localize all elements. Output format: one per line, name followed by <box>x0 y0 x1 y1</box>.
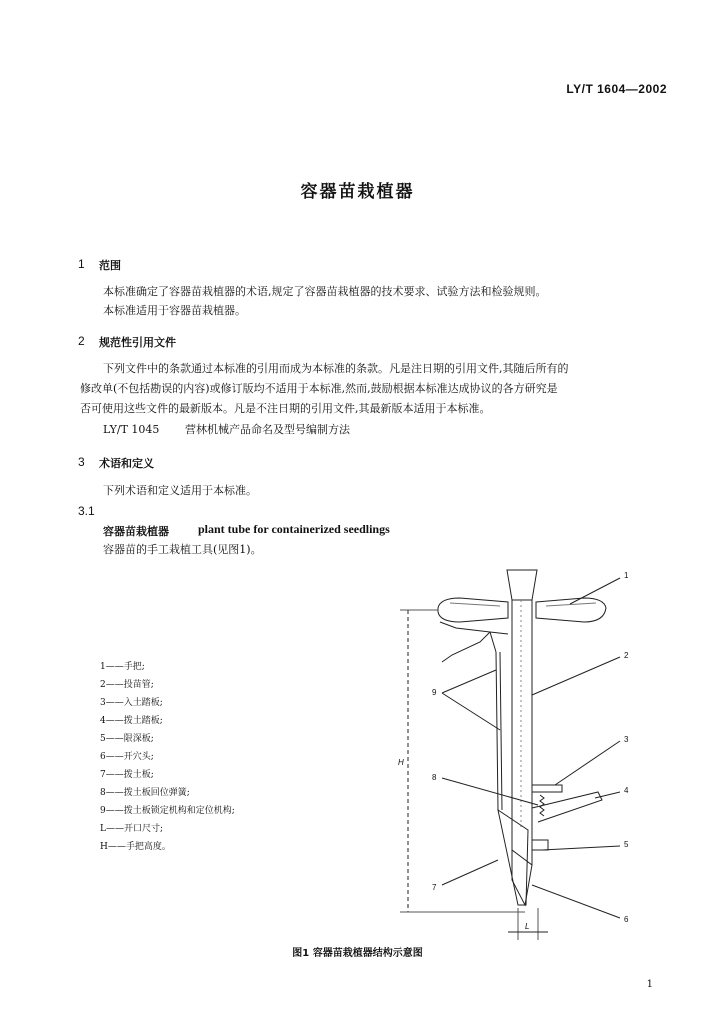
term-definition: 容器苗的手工栽植工具(见图1)。 <box>103 543 262 556</box>
entry-pedal <box>532 785 562 792</box>
section-2-number: 2 <box>78 334 85 348</box>
scraper-plate <box>498 810 528 905</box>
callout-4: 4 <box>624 786 629 795</box>
callout-1: 1 <box>624 571 629 580</box>
section-3-paragraph: 下列术语和定义适用于本标准。 <box>103 484 257 497</box>
callout-2: 2 <box>624 651 629 660</box>
legend-item: 6——开穴头; <box>100 752 154 762</box>
section-3-title: 术语和定义 <box>99 457 154 470</box>
callout-9: 9 <box>432 688 437 697</box>
reference-title: 营林机械产品命名及型号编制方法 <box>185 423 350 436</box>
callout-5: 5 <box>624 840 629 849</box>
legend-item: H——手把高度。 <box>100 842 171 852</box>
callout-8: 8 <box>432 773 437 782</box>
legend-item: L——开口尺寸; <box>100 824 164 834</box>
scraper-rod <box>496 652 498 810</box>
section-2-title: 规范性引用文件 <box>99 336 176 349</box>
callout-6: 6 <box>624 915 629 924</box>
legend-item: 2——投苗管; <box>100 680 154 690</box>
dimension-l-label: L <box>525 922 530 931</box>
document-title: 容器苗栽植器 <box>300 182 415 202</box>
legend-item: 1——手把; <box>100 662 145 672</box>
legend-item: 3——入土踏板; <box>100 698 163 708</box>
section-2-paragraph-line: 下列文件中的条款通过本标准的引用而成为本标准的条款。凡是注日期的引用文件,其随后所有的 <box>103 362 569 375</box>
section-2-paragraph-line: 修改单(不包括勘误的内容)或修订版均不适用于本标准,然而,鼓励根据本标准达成协议的各方研究是 <box>80 382 558 395</box>
handle-left-grip <box>438 598 508 622</box>
depth-plate <box>532 840 548 850</box>
page-number: 1 <box>646 979 653 990</box>
term-chinese: 容器苗栽植器 <box>103 525 169 538</box>
legend-item: 9——拨土板锁定机构和定位机构; <box>100 806 235 816</box>
standard-code: LY/T 1604—2002 <box>566 82 667 96</box>
planting-head <box>512 850 532 905</box>
callout-7: 7 <box>432 883 437 892</box>
section-1-paragraph: 本标准确定了容器苗栽植器的术语,规定了容器苗栽植器的技术要求、试验方法和检验规则。 <box>103 285 547 298</box>
term-english: plant tube for containerized seedlings <box>198 522 390 536</box>
lock-lever <box>440 622 508 634</box>
subsection-number: 3.1 <box>78 504 95 518</box>
legend-item: 4——拨土踏板; <box>100 716 163 726</box>
callout-3: 3 <box>624 735 629 744</box>
legend-item: 8——拨土板回位弹簧; <box>100 788 190 798</box>
reference-code: LY/T 1045 <box>103 423 160 436</box>
section-1-paragraph: 本标准适用于容器苗栽植器。 <box>103 304 246 317</box>
handle-right-grip <box>536 598 606 622</box>
figure-caption: 图1 容器苗栽植器结构示意图 <box>292 948 423 959</box>
section-2-paragraph-line: 否可使用这些文件的最新版本。凡是不注日期的引用文件,其最新版本适用于本标准。 <box>80 402 491 415</box>
dimension-h-label: H <box>398 758 404 767</box>
section-1-title: 范围 <box>99 259 121 272</box>
lock-link <box>442 632 490 662</box>
legend-item: 7——拨土板; <box>100 770 154 780</box>
plant-tube-drawing <box>390 560 660 940</box>
section-3-number: 3 <box>78 455 85 469</box>
tube-funnel <box>507 570 537 600</box>
legend-item: 5——限深板; <box>100 734 154 744</box>
section-1-number: 1 <box>78 257 85 271</box>
